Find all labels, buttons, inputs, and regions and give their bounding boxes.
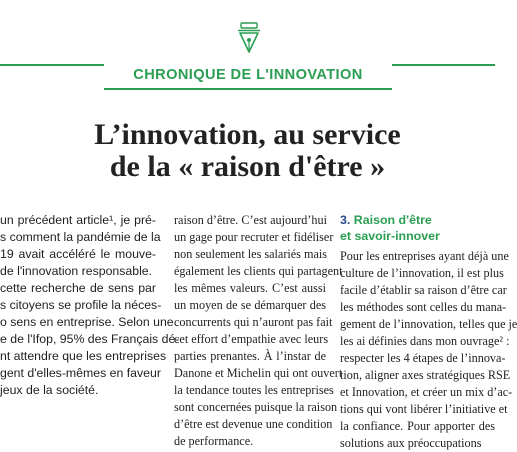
column-1-line: s citoyens se profile la néces- [0,298,162,312]
article-title-line-2: de la « raison d'être » [109,150,386,183]
column-2-line: cet effort d’empathie avec leurs [174,332,329,346]
section-title-line-2: et savoir-innover [340,229,440,243]
column-3-line: tion, aligner axes stratégiques RSE [340,368,511,382]
column-3-line: solutions aux préoccupations [340,436,482,450]
article-title-line-1: L’innovation, au service [94,118,401,151]
rubric-heading: CHRONIQUE DE L'INNOVATION [133,67,363,83]
rubric-rule-bottom [104,88,392,90]
column-1-line: gent d'elles-mêmes en faveur [0,366,161,380]
column-2-line: les mêmes valeurs. C’est aussi [174,281,326,295]
column-3-line: tions qui vont libérer l’initiative et [340,402,508,416]
column-1-line: e de l'Ifop, 95% des Français dé- [0,332,180,346]
column-1-line: de l'innovation responsable. [0,264,153,278]
column-1-line: nt attendre que les entreprises [0,349,167,363]
column-2-line: également les clients qui partagent [174,264,343,278]
column-2-line: de performance. [174,434,254,448]
fountain-pen-nib-icon [234,22,264,54]
column-3-line: les ai définies dans mon ouvrage² : [340,334,510,348]
column-2-line: concurrents qui n’auront pas fait [174,315,333,329]
column-3-line: la confiance. Pour apporter des [340,419,495,433]
column-2-line: raison d’être. C’est aujourd’hui [174,213,327,227]
section-number: 3. [340,213,351,227]
column-2-line: sont concernées puisque la raison [174,400,338,414]
rubric-rule-left [0,64,104,66]
column-3-line: culture de l’innovation, il est plus [340,266,504,280]
column-3-line: Pour les entreprises ayant déjà une [340,249,509,263]
article-column-2 [174,212,343,450]
column-2-line: parties prenantes. À l’instar de [174,349,326,363]
column-2-line: un moyen de se démarquer des [174,298,326,312]
column-3-line: facile d’établir sa raison d’être car [340,283,507,297]
column-3-line: les méthodes sont celles du mana- [340,300,507,314]
column-3-body [340,248,517,452]
article-column-3 [340,212,517,452]
column-2-line: non seulement les salariés mais [174,247,327,261]
article-title [0,119,495,183]
column-2-line: la tendance toutes les entreprises [174,383,334,397]
column-2-line: un gage pour recruter et fidéliser [174,230,334,244]
column-3-line: respecter les 4 étapes de l’innova- [340,351,506,365]
column-2-line: d’être est devenue une condition [174,417,333,431]
column-1-line: s comment la pandémie de la [0,230,161,244]
column-1-line: 19 avait accéléré le mouve- [0,247,156,261]
column-2-line: Danone et Michelin qui ont ouvert [174,366,343,380]
column-1-line: jeux de la société. [0,383,99,397]
column-3-line: et Innovation, et créer un mix d’ac- [340,385,513,399]
column-1-line: un précédent article¹, je pré- [0,213,156,227]
section-heading [340,212,495,228]
rubric-rule-right [392,64,495,66]
column-1-line: cette recherche de sens par [0,281,156,295]
article-column-1 [0,212,180,399]
section-title-line-1: Raison d'être [353,213,432,227]
column-1-line: o sens en entreprise. Selon une [0,315,174,329]
column-3-line: gement de l’innovation, telles que je [340,317,517,331]
